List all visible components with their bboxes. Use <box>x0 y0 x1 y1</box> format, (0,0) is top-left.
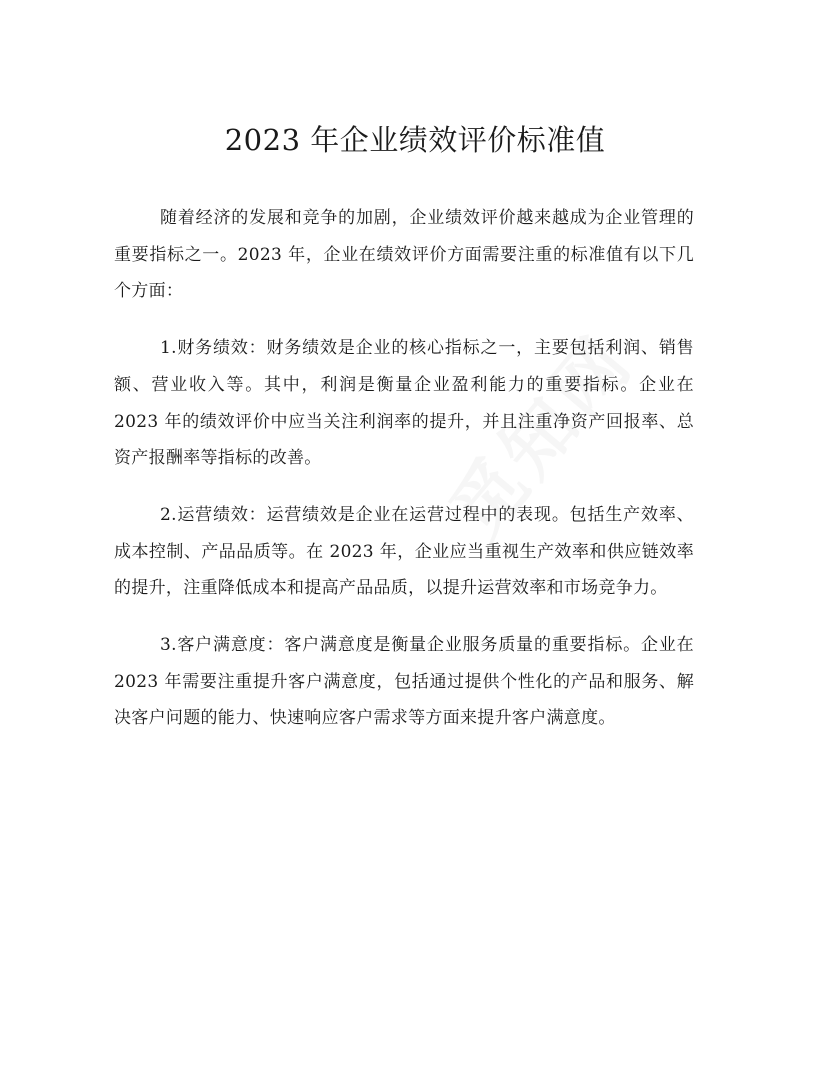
paragraph-financial-performance: 1.财务绩效：财务绩效是企业的核心指标之一，主要包括利润、销售额、营业收入等。其中，利润是衡量企业盈利能力的重要指标。企业在 2023 年的绩效评价中应当关注利润率的提升，并且注重净资产回报率、总资产报酬率等指标的改善。 <box>114 338 694 469</box>
page-title: 2023 年企业绩效评价标准值 <box>224 123 606 157</box>
paragraph-intro: 随着经济的发展和竞争的加剧，企业绩效评价越来越成为企业管理的重要指标之一。2023 年，企业在绩效评价方面需要注重的标准值有以下几个方面： <box>114 208 694 302</box>
paragraph-operational-performance: 2.运营绩效：运营绩效是企业在运营过程中的表现。包括生产效率、成本控制、产品品质等。在 2023 年，企业应当重视生产效率和供应链效率的提升，注重降低成本和提高产品品质，以提升运营效率和市场竞争力。 <box>114 504 694 599</box>
paragraph-customer-satisfaction: 3.客户满意度：客户满意度是衡量企业服务质量的重要指标。企业在 2023 年需要注重提升客户满意度，包括通过提供个性化的产品和服务、解决客户问题的能力、快速响应客户需求等方面来提升客户满意度。 <box>114 635 694 729</box>
document-body <box>114 200 694 737</box>
